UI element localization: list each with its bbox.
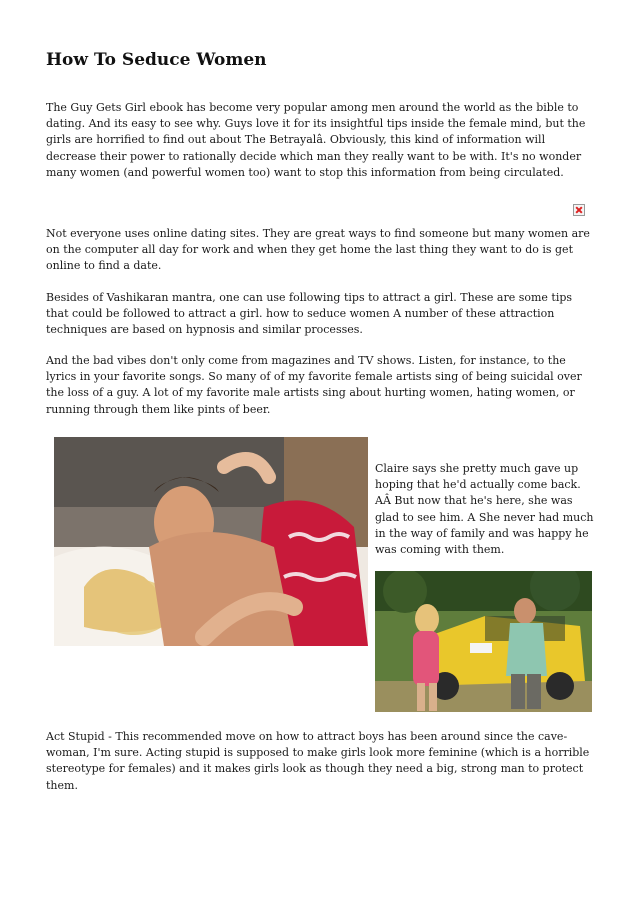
tips-paragraph: Besides of Vashikaran mantra, one can use following tips to attract a girl. These are some tips that could be followed to attract a girl. how to seduce women A number of these attraction techniques are based on hypnosis and similar processes. xyxy=(46,291,573,337)
jeep-photo xyxy=(375,571,592,712)
act-stupid-paragraph: Act Stupid - This recommended move on how to attract boys has been around since the cave-woman, I'm sure. Acting stupid is supposed to make girls look more feminine (which is a horrible stereotype for females) and it makes girls look as though they need a big, strong man to protect them. xyxy=(46,730,590,792)
broken-image-icon xyxy=(573,204,585,216)
bad-vibes-paragraph: And the bad vibes don't only come from magazines and TV shows. Listen, for instance, to the lyrics in your favorite songs. So many of of my favorite female artists sing of being suicidal over the loss of a guy. A lot of my favorite male artists sing about hurting women, hating women, or running through them like pints of beer. xyxy=(46,354,582,416)
photo-caption: Claire says she pretty much gave up hoping that he'd actually come back. AÂ But now that he's here, she was glad to see him. A She never had much in the way of family and was happy he was coming with them. xyxy=(375,462,594,557)
dating-sites-paragraph: Not everyone uses online dating sites. They are great ways to find someone but many women are on the computer all day for work and when they get home the last thing they want to do is get online to find a date. xyxy=(46,227,590,273)
intro-paragraph: The Guy Gets Girl ebook has become very popular among men around the world as the bible to dating. And its easy to see why. Guys love it for its insightful tips inside the female mind, but the girls are horrified to find out about The Betrayalâ. Obviously, this kind of information will decrease their power to rationally decide which man they really want to be with. It's no wonder many women (and powerful women too) want to stop this information from being circulated. xyxy=(46,101,586,179)
couple-photo-illustration xyxy=(54,437,368,646)
couple-photo xyxy=(54,437,368,646)
page-title: How To Seduce Women xyxy=(46,50,267,70)
jeep-photo-illustration xyxy=(375,571,592,712)
